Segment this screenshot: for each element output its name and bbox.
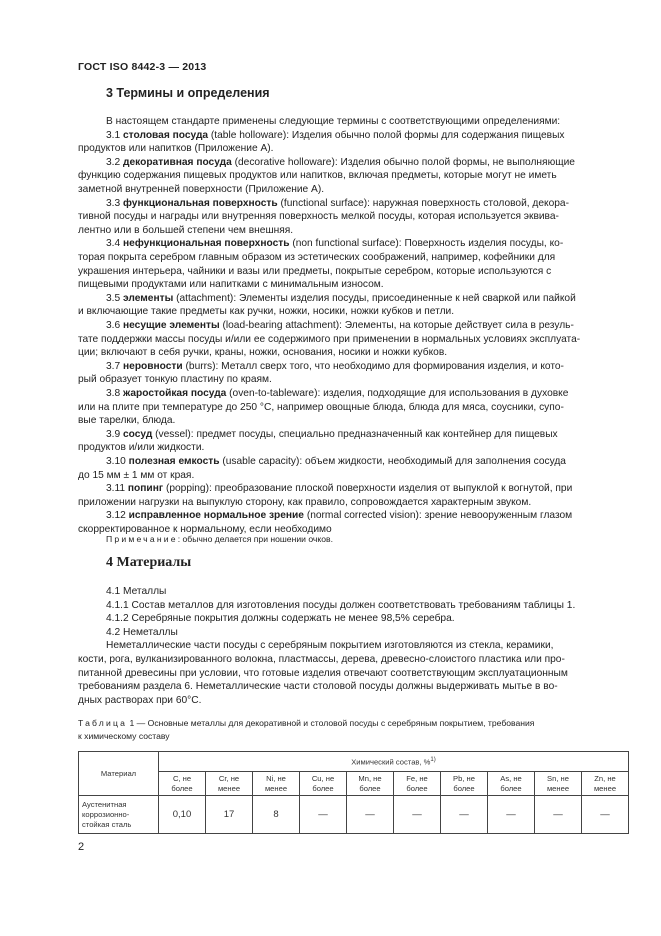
chemical-composition-table <box>78 751 629 834</box>
column-header-line: Cu, не <box>311 773 335 783</box>
term: жаростойкая посуда <box>123 388 227 399</box>
value-cell: — <box>300 796 347 834</box>
text-line <box>106 585 166 598</box>
column-header-line: Ni, не <box>266 773 286 783</box>
text-run: питанной древесины при условии, что готовые изделия отвечают соответствующим эксплуатационным <box>78 667 568 679</box>
text-run: (normal corrected vision): зрение невооруженным глазом <box>303 510 573 522</box>
text-line <box>106 599 575 612</box>
text-run: ции; включают в себя ручки, краны, ножки, основания, носики и ножки кубков. <box>78 347 448 359</box>
text-run: 3.4 <box>106 238 123 250</box>
text-run: скорректированное к нормальному, если необходимо <box>78 524 332 535</box>
text-line <box>78 346 447 359</box>
column-header-line: Mn, не <box>358 773 382 783</box>
column-header-line: более <box>312 783 334 793</box>
text-line <box>106 292 576 305</box>
value-cell: 0,10 <box>159 796 206 834</box>
text-run: Неметаллические части посуды с серебряным покрытием изготовляются из стекла, керамики, <box>106 640 554 652</box>
text-line <box>106 156 575 169</box>
text-run: приложении нагрузки на выпуклую сторону, как правило, сопровождается характерным звуком. <box>78 496 532 508</box>
text-run: дных растворах при 60°С. <box>78 694 202 706</box>
text-run: 3.5 <box>106 292 123 304</box>
term: сосуд <box>123 428 153 440</box>
table-caption <box>78 718 534 728</box>
text-run: 3.11 <box>106 483 128 495</box>
footnote-ref: 1) <box>430 757 436 764</box>
text-line <box>78 333 580 346</box>
term: нефункциональная поверхность <box>123 238 290 250</box>
note <box>106 534 333 544</box>
column-header <box>488 772 535 796</box>
text-run: рый образует тонкую пластину по краям. <box>78 374 272 386</box>
text-line <box>106 129 565 142</box>
value-cell: — <box>347 796 394 834</box>
term: столовая посуда <box>123 129 209 141</box>
text-line <box>106 455 566 468</box>
text-run: продуктов или напитков (Приложение А). <box>78 143 274 155</box>
text-line <box>106 387 568 400</box>
text-run: до 15 мм ± 1 мм от края. <box>78 469 195 481</box>
column-header-line: более <box>406 783 428 793</box>
term: функциональная поверхность <box>123 197 278 209</box>
text-line <box>78 414 175 427</box>
value-cell: 17 <box>206 796 253 834</box>
text-line <box>106 509 572 522</box>
text-run: пищевыми продуктами или напитками с минимальным износом. <box>78 279 384 291</box>
column-header-line: менее <box>593 783 617 793</box>
text-run: 3.8 <box>106 388 123 399</box>
material-line: Аустенитная <box>82 799 127 809</box>
text-line <box>78 251 555 264</box>
text-run: тате поддержки массы посуды и/или ее содержимого при применении в нормальных условиях эксплуата- <box>78 333 581 345</box>
column-header-line: более <box>500 783 522 793</box>
text-run: 3.3 <box>106 197 123 209</box>
column-header-line: менее <box>217 783 241 793</box>
text-line <box>78 667 568 680</box>
table-caption-line2: к химическому составу <box>78 731 170 741</box>
text-line <box>106 428 558 441</box>
page-number: 2 <box>78 841 85 853</box>
column-header-line: As, не <box>500 773 522 783</box>
text-run: 3.12 <box>106 510 129 522</box>
column-header <box>347 772 394 796</box>
text-line <box>78 183 324 196</box>
text-run: (non functional surface): Поверхность изделия посуды, ко- <box>289 238 564 250</box>
text-run: 3.2 <box>106 156 123 168</box>
column-header <box>535 772 582 796</box>
text-line <box>78 441 204 454</box>
text-run: лентно или в большей степени чем внешняя. <box>78 224 294 236</box>
text-run: 3.10 <box>106 456 129 467</box>
text-run: 3.1 <box>106 129 123 141</box>
section-3-title: 3 Термины и определения <box>106 86 270 100</box>
header-composition-text: Химический состав, % <box>351 757 431 767</box>
material-cell <box>79 796 159 834</box>
text-run: (usable capacity): объем жидкости, необходимый для заполнения сосуда <box>219 456 566 467</box>
text-line <box>78 210 559 223</box>
column-header-line: более <box>171 783 193 793</box>
text-run: или на плите при температуре до 250 °С, например овощные блюда, блюда для мяса, соусники, супо- <box>78 401 564 413</box>
table-header-row <box>79 752 629 772</box>
text-line <box>78 305 454 318</box>
text-line <box>106 237 563 250</box>
column-header <box>394 772 441 796</box>
text-line <box>106 626 178 639</box>
text-run: (oven-to-tableware): изделия, подходящие для использования в духовке <box>226 388 569 399</box>
text-run: (decorative holloware): Изделия обычно полой формы, не выполняющие <box>231 156 575 168</box>
column-header <box>253 772 300 796</box>
text-line <box>78 469 194 482</box>
text-line <box>78 496 531 509</box>
term: исправленное нормальное зрение <box>128 510 304 522</box>
text-run: функцию содержания пищевых продуктов или напитков, включая предметы, которые могут не иметь <box>78 170 557 182</box>
column-header-line: Pb, не <box>453 773 475 783</box>
section-4-title: 4 Материалы <box>106 555 192 570</box>
value-cell: — <box>441 796 488 834</box>
text-run: 3.9 <box>106 428 123 440</box>
note-text: : обычно делается при ношении очков. <box>177 534 333 544</box>
text-line <box>78 694 201 707</box>
column-header-line: Fe, не <box>406 773 428 783</box>
text-run: торая покрыта серебром главным образом из эстетических соображений, например, кофейники для <box>78 252 556 263</box>
table-row <box>79 796 629 834</box>
document-header: ГОСТ ISO 8442-3 — 2013 <box>78 61 207 73</box>
text-run: (functional surface): наружная поверхность столовой, декора- <box>277 197 569 209</box>
column-header <box>159 772 206 796</box>
column-header-line: Zn, не <box>594 773 616 783</box>
table-caption-label: Таблица <box>78 718 128 728</box>
text-run: и включающие такие предметы как ручки, ножки, носики, ножки кубков и петли. <box>78 306 455 318</box>
text-line <box>106 115 560 128</box>
note-label: Примечание <box>106 534 178 544</box>
term: несущие элементы <box>123 320 220 331</box>
column-header-line: С, не <box>172 773 192 783</box>
text-line <box>78 142 274 155</box>
text-run: (burrs): Металл сверх того, что необходимо для формирования изделия, и кото- <box>182 360 564 372</box>
text-run: 4.1.1 Состав металлов для изготовления посуды должен соответствовать требованиям таблицы 1. <box>106 599 576 611</box>
text-run: 4.2 Неметаллы <box>106 626 178 638</box>
text-line <box>78 278 384 291</box>
column-header <box>300 772 347 796</box>
column-header-line: более <box>453 783 475 793</box>
column-header <box>582 772 629 796</box>
text-run: вые тарелки, блюда. <box>78 415 176 427</box>
term: декоративная посуда <box>123 156 232 168</box>
header-material: Материал <box>79 752 159 796</box>
text-run: 4.1 Металлы <box>106 586 167 597</box>
column-header <box>206 772 253 796</box>
column-header-line: более <box>359 783 381 793</box>
text-run: (popping): преобразование плоской поверхности изделия от выпуклой к вогнутой, при <box>163 483 573 495</box>
text-line <box>78 373 272 386</box>
column-header-line: Cr, не <box>218 773 240 783</box>
text-run: кости, рога, вулканизированного волокна, пластмассы, дерева, древесно-слоистого пластика или про- <box>78 654 565 665</box>
value-cell: — <box>582 796 629 834</box>
text-line <box>106 360 564 373</box>
text-line <box>106 197 569 210</box>
column-header-line: менее <box>264 783 288 793</box>
text-line <box>78 224 293 237</box>
text-line <box>78 265 551 278</box>
text-run: украшения интерьера, чайники и вазы или предметы, покрытые серебром, которые используются с <box>78 265 552 277</box>
text-run: заметной внутренней поверхности (Приложение А). <box>78 184 325 195</box>
value-cell: — <box>394 796 441 834</box>
text-line <box>106 612 455 625</box>
text-run: 3.7 <box>106 360 123 372</box>
text-run: требованиям раздела 6. Неметаллические части столовой посуды должны выдерживать мытье в во- <box>78 681 558 693</box>
table-subheader-row <box>79 772 629 796</box>
text-line <box>78 401 564 414</box>
text-run: тивной посуды и награды или внутренняя поверхность мелкой посуды, которая используется эквива- <box>78 211 559 223</box>
text-run: (load-bearing attachment): Элементы, на которые действует сила в резуль- <box>219 320 574 331</box>
text-run: В настоящем стандарте применены следующие термины с соответствующими определениями: <box>106 116 561 127</box>
text-run: (attachment): Элементы изделия посуды, присоединенные к ней сваркой или пайкой <box>173 292 576 304</box>
term: полезная емкость <box>128 456 220 467</box>
table-caption-text: 1 — Основные металлы для декоративной и столовой посуды с серебряным покрытием, требования <box>127 718 535 728</box>
term: элементы <box>123 292 174 304</box>
text-run: (table holloware): Изделия обычно полой формы для содержания пищевых <box>208 129 565 141</box>
term: неровности <box>123 360 183 372</box>
column-header-line: Sn, не <box>547 773 569 783</box>
header-composition <box>159 752 629 772</box>
text-line <box>106 639 553 652</box>
text-run: продуктов и/или жидкости. <box>78 442 205 454</box>
column-header <box>441 772 488 796</box>
text-run: (vessel): предмет посуды, специально предназначенный как контейнер для пищевых <box>152 428 558 440</box>
text-run: 3.6 <box>106 320 123 331</box>
value-cell: — <box>535 796 582 834</box>
column-header-line: менее <box>546 783 570 793</box>
material-line: коррозионно- <box>82 809 130 819</box>
term: попинг <box>127 483 164 495</box>
text-line <box>106 319 574 332</box>
text-line <box>106 482 572 495</box>
text-line <box>78 680 558 693</box>
text-line <box>78 169 557 182</box>
value-cell: 8 <box>253 796 300 834</box>
text-run: 4.1.2 Серебряные покрытия должны содержать не менее 98,5% серебра. <box>106 613 455 625</box>
material-line: стойкая сталь <box>82 819 132 829</box>
text-line <box>78 653 565 666</box>
value-cell: — <box>488 796 535 834</box>
